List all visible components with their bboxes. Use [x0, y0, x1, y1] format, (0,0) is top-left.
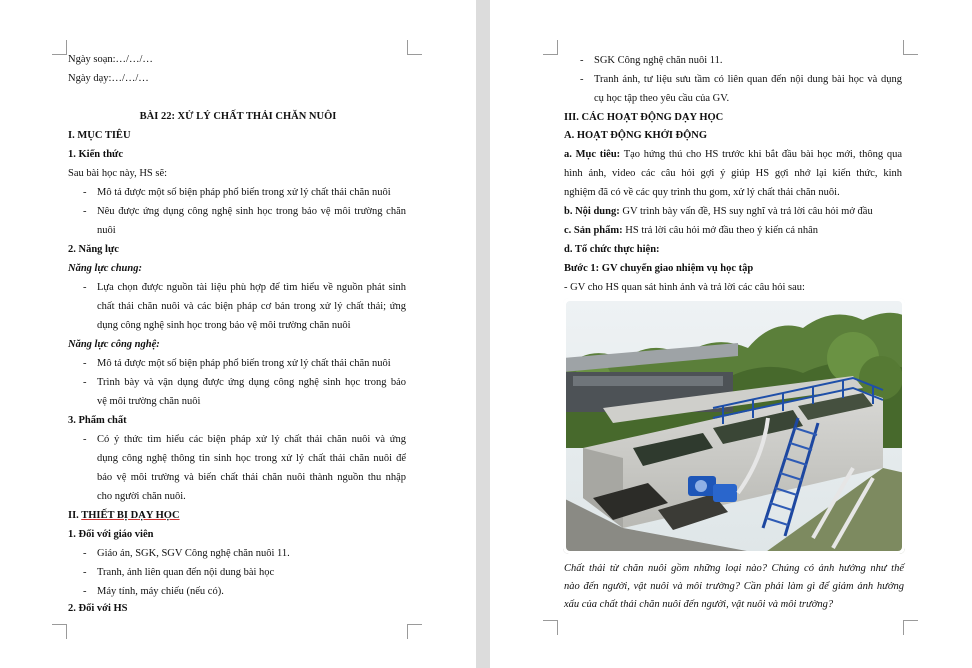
- crop-mark: [407, 40, 422, 55]
- section-objectives-heading: I. MỤC TIÊU: [68, 130, 131, 141]
- student-item: Tranh ảnh, tư liệu sưu tầm có liên quan đến nội dung bài học và dụng: [594, 74, 902, 85]
- step1-heading: Bước 1: GV chuyển giao nhiệm vụ học tập: [564, 263, 754, 274]
- teacher-item: Máy tính, máy chiếu (nếu có).: [97, 586, 224, 597]
- document-page-left: [0, 0, 476, 668]
- question-line: nào đến người, vật nuôi và môi trường? Cần phải làm gì để giảm ảnh hưởng: [564, 581, 904, 592]
- knowledge-item: Nêu được ứng dụng công nghệ sinh học trong bảo vệ môi trường chăn: [97, 206, 406, 217]
- quality-item-cont: cho người chăn nuôi.: [97, 491, 186, 502]
- bullet-dash: -: [83, 282, 87, 293]
- section-activities-heading: III. CÁC HOẠT ĐỘNG DẠY HỌC: [564, 112, 724, 123]
- tech-ability-item: Mô tả được một số biện pháp phổ biến trong xử lý chất thải chăn nuôi: [97, 358, 391, 369]
- aim-line: nghiệm đã có về các quy trình thu gom, xử lý chất thải chăn nuôi.: [564, 187, 840, 198]
- knowledge-heading: 1. Kiến thức: [68, 149, 124, 160]
- general-ability-item: Lựa chọn được nguồn tài liệu phù hợp để tìm hiểu về nguồn phát sinh: [97, 282, 406, 293]
- content-line: b. Nội dung: GV trình bày vấn đề, HS suy nghĩ và trả lời câu hỏi mở đầu: [564, 206, 873, 217]
- student-item: SGK Công nghệ chăn nuôi 11.: [594, 55, 723, 66]
- general-ability-heading: Năng lực chung:: [68, 263, 142, 274]
- question-line: Chất thải từ chăn nuôi gồm những loại nào? Chúng có ảnh hưởng như thế: [564, 563, 904, 574]
- crop-mark: [407, 624, 422, 639]
- crop-mark: [52, 40, 67, 55]
- bullet-dash: -: [580, 74, 584, 85]
- teacher-item: Giáo án, SGK, SGV Công nghệ chăn nuôi 11.: [97, 548, 290, 559]
- equipment-heading-text: THIẾT BỊ DẠY HỌC: [81, 510, 180, 521]
- ability-heading: 2. Năng lực: [68, 244, 119, 255]
- quality-item-cont: dụng công nghệ thông tin sinh học trong xử lý chất thải chăn nuôi để: [97, 453, 406, 464]
- product-line: c. Sản phẩm: HS trả lời câu hỏi mở đầu theo ý kiến cá nhân: [564, 225, 819, 236]
- general-ability-item-cont: chất thải chăn nuôi và các biện pháp cơ bản trong xử lý chất thải; ứng: [97, 301, 406, 312]
- student-heading: 2. Đối với HS: [68, 603, 128, 614]
- warmup-heading: A. HOẠT ĐỘNG KHỞI ĐỘNG: [564, 130, 708, 141]
- knowledge-item: Mô tả được một số biện pháp phổ biến trong xử lý chất thải chăn nuôi: [97, 187, 391, 198]
- prep-date: Ngày soạn:…/…/…: [68, 54, 153, 65]
- step1-text: - GV cho HS quan sát hình ảnh và trả lời các câu hỏi sau:: [564, 282, 805, 293]
- page-gutter: [476, 0, 490, 668]
- quality-item: Có ý thức tìm hiểu các biện pháp xử lý chất thải chăn nuôi và ứng: [97, 434, 406, 445]
- bullet-dash: -: [83, 358, 87, 369]
- organization-heading: d. Tổ chức thực hiện:: [564, 244, 660, 255]
- bullet-dash: -: [83, 434, 87, 445]
- teach-date: Ngày dạy:…/…/…: [68, 73, 149, 84]
- knowledge-item-cont: nuôi: [97, 225, 116, 236]
- question-line: xấu của chất thải chăn nuôi đến người, vật nuôi và môi trường?: [564, 599, 834, 610]
- crop-mark: [903, 40, 918, 55]
- aim-line: a. Mục tiêu: Tạo hứng thú cho HS trước khi bắt đầu bài học mới, thông qua: [564, 149, 902, 160]
- bullet-dash: -: [83, 377, 87, 388]
- crop-mark: [903, 620, 918, 635]
- bullet-dash: -: [83, 206, 87, 217]
- bullet-dash: -: [83, 567, 87, 578]
- quality-item-cont: bảo vệ môi trường và biến chất thải chăn nuôi thành nguồn thu nhập: [97, 472, 406, 483]
- quality-heading: 3. Phẩm chất: [68, 415, 127, 426]
- bullet-dash: -: [83, 548, 87, 559]
- student-item-cont: cụ học tập theo yêu cầu của GV.: [594, 93, 730, 104]
- knowledge-intro: Sau bài học này, HS sẽ:: [68, 168, 168, 179]
- teacher-item: Tranh, ảnh liên quan đến nội dung bài học: [97, 567, 275, 578]
- tech-ability-item-cont: vệ môi trường chăn nuôi: [97, 396, 201, 407]
- teacher-heading: 1. Đối với giáo viên: [68, 529, 154, 540]
- section-equipment-heading: II. THIẾT BỊ DẠY HỌC: [68, 510, 180, 521]
- treatment-plant-photo: [563, 298, 905, 554]
- general-ability-item-cont: dụng công nghệ sinh học trong bảo vệ môi trường chăn nuôi: [97, 320, 351, 331]
- bullet-dash: -: [83, 187, 87, 198]
- crop-mark: [52, 624, 67, 639]
- bullet-dash: -: [580, 55, 584, 66]
- crop-mark: [543, 40, 558, 55]
- document-page-right: [490, 0, 972, 668]
- bullet-dash: -: [83, 586, 87, 597]
- tech-ability-heading: Năng lực công nghệ:: [68, 339, 160, 350]
- aim-line: hình ảnh, video các câu hỏi gợi ý giúp HS gợi nhớ lại kiến thức, kinh: [564, 168, 902, 179]
- lesson-title: BÀI 22: XỬ LÝ CHẤT THẢI CHĂN NUÔI: [139, 111, 337, 122]
- crop-mark: [543, 620, 558, 635]
- tech-ability-item: Trình bày và vận dụng được ứng dụng công nghệ sinh học trong bảo: [97, 377, 406, 388]
